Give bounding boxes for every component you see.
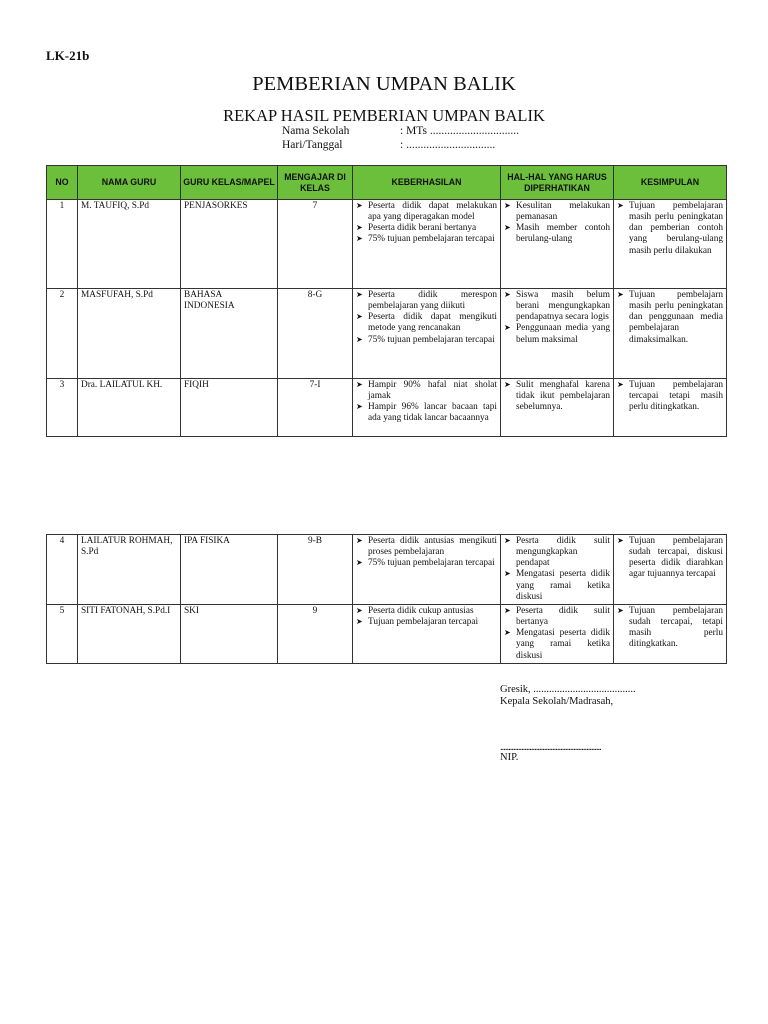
row-kelas: 9-B	[278, 535, 353, 605]
list-item: ➤ 75% tujuan pembelajaran tercapai	[356, 335, 497, 346]
row-kelas: 7	[278, 200, 353, 289]
row-mapel: IPA FISIKA	[181, 535, 278, 605]
list-item: ➤ Mengatasi peserta didik yang ramai ketika diskusi	[504, 569, 610, 602]
list-item: ➤ Pesrta didik sulit mengungkapkan pendapat	[504, 536, 610, 569]
row-nama: Dra. LAILATUL KH.	[78, 379, 181, 437]
signature-place-date: Gresik, .......................................	[500, 684, 636, 695]
list-item: ➤ Hampir 96% lancar bacaan tapi ada yang tidak lancar bacaannya	[356, 402, 497, 424]
row-nama: MASFUFAH, S.Pd	[78, 289, 181, 379]
row-kesimpulan	[614, 604, 727, 663]
feedback-table-top	[46, 165, 727, 437]
list-item: ➤ Peserta didik antusias mengikuti proses pembelajaran	[356, 536, 497, 558]
row-mapel: PENJASORKES	[181, 200, 278, 289]
list-item: ➤ Tujuan pembelajaran masih perlu peningkatan dan pemberian contoh yang berulang-ulang masih perlu dilakukan	[617, 201, 723, 257]
row-nama: LAILATUR ROHMAH, S.Pd	[78, 535, 181, 605]
list-item: ➤ Tujuan pembelajaran sudah tercapai, tetapi masih perlu ditingkatkan.	[617, 606, 723, 651]
signature-nip: NIP.	[500, 752, 519, 763]
date-value: : ...............................	[400, 139, 496, 151]
feedback-table-bottom	[46, 534, 727, 664]
list-item: ➤ Tujuan pembelajaran sudah tercapai, diskusi peserta didik diarahkan agar tujuannya tercapai	[617, 536, 723, 581]
list-item: ➤ 75% tujuan pembelajaran tercapai	[356, 558, 497, 569]
list-item: ➤ Tujuan pembelajarn masih perlu peningkatan dan penggunaan media pembelajaran dimaksimalkan.	[617, 290, 723, 346]
table-row	[47, 604, 727, 663]
row-kesimpulan	[614, 379, 727, 437]
row-hal	[501, 535, 614, 605]
list-item: ➤ Hampir 90% hafal niat sholat jamak	[356, 380, 497, 402]
table-row	[47, 200, 727, 289]
list-item: ➤ Peserta didik dapat melakukan apa yang diperagakan model	[356, 201, 497, 223]
header-hal-hal: HAL-HAL YANG HARUS DIPERHATIKAN	[501, 166, 614, 200]
table-header-row	[47, 166, 727, 200]
row-nama: M. TAUFIQ, S.Pd	[78, 200, 181, 289]
row-kesimpulan	[614, 200, 727, 289]
list-item: ➤ Penggunaan media yang belum maksimal	[504, 323, 610, 345]
row-keberhasilan	[353, 289, 501, 379]
header-mengajar: MENGAJAR DI KELAS	[278, 166, 353, 200]
row-kesimpulan	[614, 535, 727, 605]
row-keberhasilan	[353, 604, 501, 663]
row-no: 1	[47, 200, 78, 289]
row-no: 2	[47, 289, 78, 379]
header-keberhasilan: KEBERHASILAN	[353, 166, 501, 200]
row-keberhasilan	[353, 200, 501, 289]
row-hal	[501, 379, 614, 437]
list-item: ➤ Tujuan pembelajaran tercapai	[356, 617, 497, 628]
row-nama: SITI FATONAH, S.Pd.I	[78, 604, 181, 663]
row-keberhasilan	[353, 379, 501, 437]
header-guru-kelas: GURU KELAS/MAPEL	[181, 166, 278, 200]
list-item: ➤ Peserta didik cukup antusias	[356, 606, 497, 617]
row-no: 4	[47, 535, 78, 605]
header-kesimpulan: KESIMPULAN	[614, 166, 727, 200]
row-no: 5	[47, 604, 78, 663]
row-mapel: BAHASA INDONESIA	[181, 289, 278, 379]
row-hal	[501, 289, 614, 379]
list-item: ➤ Peserta didik dapat mengikuti metode yang rencanakan	[356, 312, 497, 334]
row-mapel: SKI	[181, 604, 278, 663]
row-mapel: FIQIH	[181, 379, 278, 437]
row-hal	[501, 604, 614, 663]
document-code: LK-21b	[46, 48, 90, 63]
list-item: ➤ Kesulitan melakukan pemanasan	[504, 201, 610, 223]
row-kelas: 8-G	[278, 289, 353, 379]
document-subtitle: REKAP HASIL PEMBERIAN UMPAN BALIK	[223, 106, 545, 125]
list-item: ➤ 75% tujuan pembelajaran tercapai	[356, 234, 497, 245]
list-item: ➤ Peserta didik sulit bertanya	[504, 606, 610, 628]
table-row	[47, 379, 727, 437]
list-item: ➤ Peserta didik merespon pembelajaran yang diikuti	[356, 290, 497, 312]
date-label: Hari/Tanggal	[282, 139, 343, 151]
school-value: : MTs ...............................	[400, 125, 519, 137]
table-row	[47, 289, 727, 379]
row-no: 3	[47, 379, 78, 437]
signature-role: Kepala Sekolah/Madrasah,	[500, 696, 614, 707]
list-item: ➤ Peserta didik berani bertanya	[356, 223, 497, 234]
table-row	[47, 535, 727, 605]
school-line	[282, 125, 519, 137]
row-kesimpulan	[614, 289, 727, 379]
list-item: ➤ Tujuan pembelajaran tercapai tetapi masih perlu ditingkatkan.	[617, 380, 723, 413]
list-item: ➤ Siswa masih belum berani mengungkapkan pendapatnya secara logis	[504, 290, 610, 323]
list-item: ➤ Mengatasi peserta didik yang ramai ketika diskusi	[504, 628, 610, 661]
school-label: Nama Sekolah	[282, 125, 350, 137]
row-kelas: 7-I	[278, 379, 353, 437]
row-kelas: 9	[278, 604, 353, 663]
date-line	[282, 139, 495, 151]
signature-name-line: ..............................................................	[500, 742, 601, 753]
document-title: PEMBERIAN UMPAN BALIK	[252, 73, 516, 95]
list-item: ➤ Sulit menghafal karena tidak ikut pembelajaran sebelumnya.	[504, 380, 610, 413]
header-nama-guru: NAMA GURU	[78, 166, 181, 200]
header-no: NO	[47, 166, 78, 200]
row-keberhasilan	[353, 535, 501, 605]
row-hal	[501, 200, 614, 289]
list-item: ➤ Masih member contoh berulang-ulang	[504, 223, 610, 245]
